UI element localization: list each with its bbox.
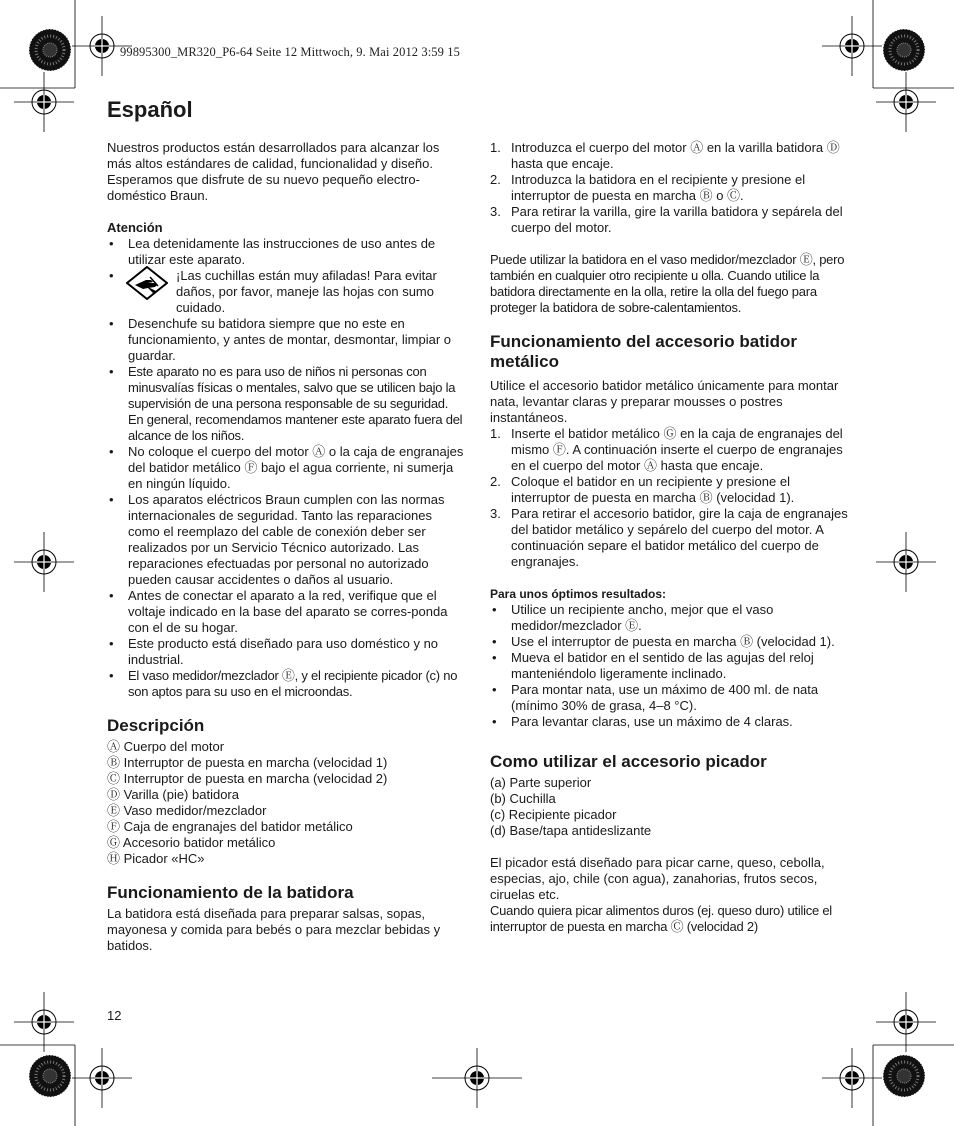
registration-mark-icon [14, 532, 74, 592]
blender-heading: Funcionamiento de la batidora [107, 883, 354, 902]
list-item: Ⓖ Accesorio batidor metálico [107, 835, 276, 850]
step-item [490, 506, 848, 570]
tips-list [490, 602, 848, 730]
blender-paragraph: La batidora está diseñada para preparar salsas, sopas, mayonesa y comida para bebés o para mezclar bebidas y batidos. [107, 906, 441, 953]
whisk-steps [490, 426, 848, 570]
tips-heading: Para unos óptimos resultados: [490, 587, 667, 601]
warning-hand-blade-icon [126, 266, 168, 300]
list-item: • Este producto está diseñado para uso doméstico y no industrial. [107, 636, 465, 668]
list-item: • No coloque el cuerpo del motor Ⓐ o la caja de engranajes del batidor metálico Ⓕ bajo el agua corriente, ni sumerja en ningún líquido. [107, 444, 465, 492]
list-item: Ⓔ Vaso medidor/mezclador [107, 803, 267, 818]
page-number: 12 [107, 1008, 122, 1023]
left-column [107, 140, 465, 954]
registration-mark-icon [822, 1048, 882, 1108]
list-item: • Desenchufe su batidora siempre que no este en funcionamiento, y antes de montar, desmontar, limpiar o guardar. [107, 316, 465, 364]
color-wheel-mark-icon [882, 28, 926, 72]
registration-mark-icon [72, 1048, 132, 1108]
registration-mark-icon [432, 1048, 522, 1108]
registration-mark-icon [876, 532, 936, 592]
list-item: • Mueva el batidor en el sentido de las agujas del reloj manteniéndolo ligeramente inclinado. [490, 650, 848, 682]
list-item: (c) Recipiente picador [490, 807, 617, 822]
list-item: Ⓕ Caja de engranajes del batidor metálico [107, 819, 353, 834]
step-number: 2. [490, 172, 501, 187]
list-item: Ⓒ Interruptor de puesta en marcha (velocidad 2) [107, 771, 388, 786]
registration-mark-icon [14, 72, 74, 132]
description-heading: Descripción [107, 716, 205, 735]
attention-list [107, 236, 465, 700]
step-item [490, 426, 848, 474]
color-wheel-mark-icon [882, 1054, 926, 1098]
step-number: 3. [490, 506, 501, 521]
blender-note: Puede utilizar la batidora en el vaso medidor/mezclador Ⓔ, pero también en cualquier otro recipiente u olla. Cuando utilice la batidora directamente en la olla, retire la olla del fuego para proteger la batidora de sobre-calentamientos. [490, 252, 845, 315]
list-item-text: ¡Las cuchillas están muy afiladas! Para evitar daños, por favor, maneje las hojas con sumo cuidado. [176, 268, 437, 315]
chopper-paragraph: Cuando quiera picar alimentos duros (ej. queso duro) utilice el interruptor de puesta en marcha Ⓒ (velocidad 2) [490, 903, 832, 934]
registration-mark-icon [822, 16, 882, 76]
list-item: Ⓑ Interruptor de puesta en marcha (velocidad 1) [107, 755, 388, 770]
step-item [490, 172, 848, 204]
print-file-header: 99895300_MR320_P6-64 Seite 12 Mittwoch, 9. Mai 2012 3:59 15 [120, 45, 460, 59]
list-item: • Los aparatos eléctricos Braun cumplen con las normas internacionales de seguridad. Tanto las reparaciones como el reemplazo del cable de conexión deber ser realizados por un Servicio Técnico autorizado. Las reparaciones efectuadas por personal no autorizado pueden causar accidentes o daños al usuario. [107, 492, 465, 588]
list-item: (b) Cuchilla [490, 791, 556, 806]
intro-paragraph: Esperamos que disfrute de su nuevo pequeño electro-doméstico Braun. [107, 172, 420, 203]
step-number: 2. [490, 474, 501, 489]
step-text: Introduzca el cuerpo del motor Ⓐ en la varilla batidora Ⓓ hasta que encaje. [511, 140, 840, 171]
list-item: • Antes de conectar el aparato a la red, verifique que el voltaje indicado en la base del aparato se corres-ponda con el de su hogar. [107, 588, 465, 636]
color-wheel-mark-icon [28, 1054, 72, 1098]
step-item [490, 474, 848, 506]
description-list [107, 739, 465, 867]
chopper-parts-list [490, 775, 848, 839]
list-item: • Use el interruptor de puesta en marcha Ⓑ (velocidad 1). [490, 634, 848, 650]
step-text: Inserte el batidor metálico Ⓖ en la caja de engranajes del mismo Ⓕ. A continuación inserte el cuerpo de engranajes en el cuerpo del motor Ⓐ hasta que encaje. [511, 426, 843, 473]
list-item: Ⓓ Varilla (pie) batidora [107, 787, 239, 802]
step-number: 3. [490, 204, 501, 219]
intro-paragraph: Nuestros productos están desarrollados para alcanzar los más altos estándares de calidad, funcionalidad y diseño. [107, 140, 440, 171]
list-item: • Para levantar claras, use un máximo de 4 claras. [490, 714, 848, 730]
list-item: • Este aparato no es para uso de niños ni personas con minusvalías físicas o mentales, salvo que se utilicen bajo la supervisión de una persona responsable de su seguridad. En general, recomendamos mantener este aparato fuera del alcance de los niños. [107, 364, 465, 444]
step-text: Para retirar el accesorio batidor, gire la caja de engranajes del batidor metálico y sepárelo del cuerpo del motor. A continuación separe el batidor metálico del cuerpo de engranajes. [511, 506, 848, 569]
step-item [490, 140, 848, 172]
registration-mark-icon [876, 72, 936, 132]
list-item: • Para montar nata, use un máximo de 400 ml. de nata (mínimo 30% de grasa, 4–8 °C). [490, 682, 848, 714]
registration-mark-icon [876, 992, 936, 1052]
list-item: Ⓗ Picador «HC» [107, 851, 205, 866]
whisk-intro: Utilice el accesorio batidor metálico únicamente para montar nata, levantar claras y preparar mousses o postres instantáneos. [490, 378, 839, 425]
step-number: 1. [490, 140, 501, 155]
whisk-heading: Funcionamiento del accesorio batidor metálico [490, 332, 797, 371]
list-item: (a) Parte superior [490, 775, 592, 790]
list-item: • El vaso medidor/mezclador Ⓔ, y el recipiente picador (c) no son aptos para su uso en el microondas. [107, 668, 465, 700]
step-item [490, 204, 848, 236]
page-title: Español [107, 97, 193, 122]
list-item [107, 268, 465, 316]
list-item: Ⓐ Cuerpo del motor [107, 739, 225, 754]
right-column [490, 140, 848, 935]
step-number: 1. [490, 426, 501, 441]
step-text: Para retirar la varilla, gire la varilla batidora y sepárela del cuerpo del motor. [511, 204, 843, 235]
color-wheel-mark-icon [28, 28, 72, 72]
blender-steps [490, 140, 848, 236]
step-text: Coloque el batidor en un recipiente y presione el interruptor de puesta en marcha Ⓑ (velocidad 1). [511, 474, 795, 505]
chopper-paragraph: El picador está diseñado para picar carne, queso, cebolla, especias, ajo, chile (con agua), zanahorias, frutos secos, ciruelas etc. [490, 855, 825, 902]
attention-heading: Atención [107, 220, 163, 235]
list-item: (d) Base/tapa antideslizante [490, 823, 652, 838]
registration-mark-icon [14, 992, 74, 1052]
list-item: • Lea detenidamente las instrucciones de uso antes de utilizar este aparato. [107, 236, 465, 268]
chopper-heading: Como utilizar el accesorio picador [490, 752, 767, 771]
step-text: Introduzca la batidora en el recipiente y presione el interruptor de puesta en marcha Ⓑ o Ⓒ. [511, 172, 806, 203]
list-item: • Utilice un recipiente ancho, mejor que el vaso medidor/mezclador Ⓔ. [490, 602, 848, 634]
